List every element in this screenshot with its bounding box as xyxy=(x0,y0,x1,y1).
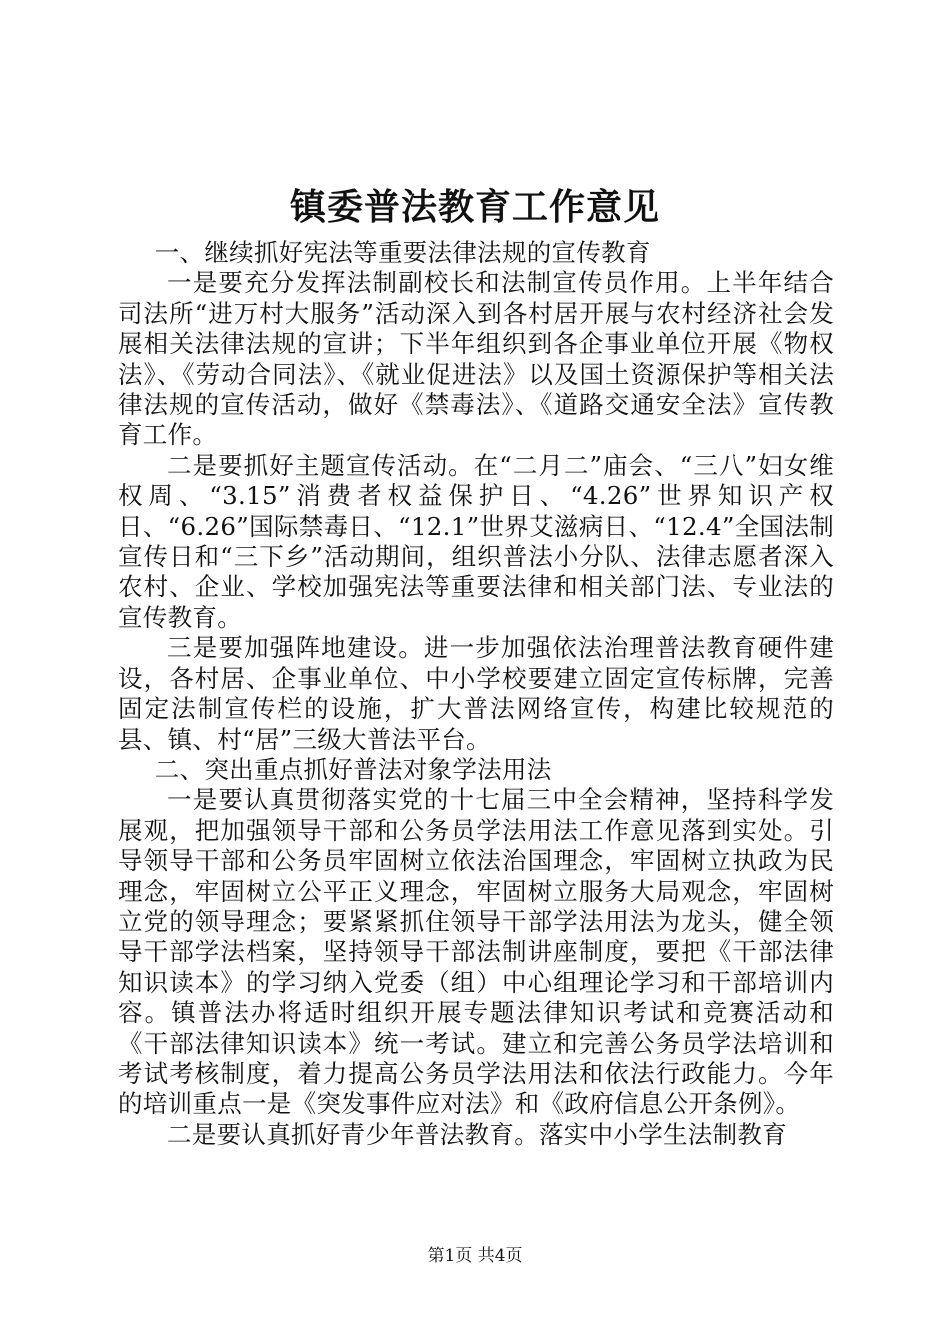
paragraph: 一是要认真贯彻落实党的十七届三中全会精神，坚持科学发展观，把加强领导干部和公务员学法用法工作意见落到实处。引导领导干部和公务员牢固树立依法治国理念，牢固树立执政为民理念，牢固树立公平正义理念，牢固树立服务大局观念，牢固树立党的领导理念；要紧紧抓住领导干部学法用法为龙头，健全领导干部学法档案，坚持领导干部法制讲座制度，要把《干部法律知识读本》的学习纳入党委（组）中心组理论学习和干部培训内容。镇普法办将适时组织开展专题法律知识考试和竞赛活动和《干部法律知识读本》统一考试。建立和完善公务员学法培训和考试考核制度，着力提高公务员学法用法和依法行政能力。今年的培训重点一是《突发事件应对法》和《政府信息公开条例》。 xyxy=(118,785,834,1119)
section-heading-2: 二、突出重点抓好普法对象学法用法 xyxy=(154,754,552,784)
section-heading-1: 一、继续抓好宪法等重要法律法规的宣传教育 xyxy=(154,238,651,267)
paragraph: 三是要加强阵地建设。进一步加强依法治理普法教育硬件建设，各村居、企事业单位、中小学校要建立固定宣传标牌，完善固定法制宣传栏的设施，扩大普法网络宣传，构建比较规范的县、镇、村“居”三级大普法平台。 xyxy=(118,633,834,754)
page-number-footer: 第1页 共4页 xyxy=(427,1246,523,1266)
document-body xyxy=(118,238,834,1150)
page-title: 镇委普法教育工作意见 xyxy=(289,186,660,228)
paragraph: 二是要认真抓好青少年普法教育。落实中小学生法制教育 xyxy=(167,1119,787,1149)
paragraph: 一是要充分发挥法制副校长和法制宣传员作用。上半年结合司法所“进万村大服务”活动深入到各村居开展与农村经济社会发展相关法律法规的宣讲；下半年组织到各企事业单位开展《物权法》、《劳动合同法》、《就业促进法》以及国土资源保护等相关法律法规的宣传活动，做好《禁毒法》、《道路交通安全法》宣传教育工作。 xyxy=(118,268,834,450)
paragraph: 二是要抓好主题宣传活动。在“二月二”庙会、“三八”妇女维权周、“3.15”消费者权益保护日、“4.26”世界知识产权日、“6.26”国际禁毒日、“12.1”世界艾滋病日、“12.4”全国法制宣传日和“三下乡”活动期间，组织普法小分队、法律志愿者深入农村、企业、学校加强宪法等重要法律和相关部门法、专业法的宣传教育。 xyxy=(118,450,834,632)
